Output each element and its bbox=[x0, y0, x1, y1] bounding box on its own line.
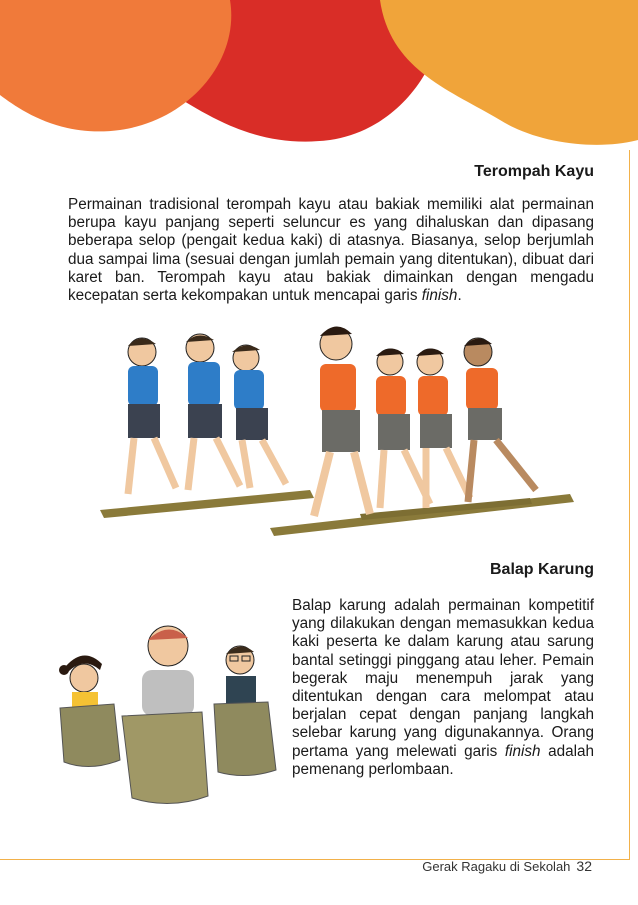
orange-player-3 bbox=[416, 348, 470, 508]
paragraph-terompah-italic: finish bbox=[421, 287, 458, 305]
paragraph-terompah-text: Permainan tradisional terompah kayu atau bakiak memiliki alat permainan berupa kayu panjang seperti seluncur es yang dihaluskan dan dipasang beberapa selop (pengait kedua kaki) di atasnya. Biasanya, selop berjumlah dua sampai lima (sesuai dengan jumlah pemain yang ditentukan), dibuat dari karet ban. Terompah kayu atau bakiak dimainkan dengan mengadu kecepatan serta kekompakan untuk mencapai garis bbox=[68, 196, 594, 305]
paragraph-balap-italic: finish bbox=[504, 742, 541, 760]
sack-child-girl bbox=[59, 655, 120, 766]
orange-player-1 bbox=[314, 326, 370, 516]
terompah-illustration bbox=[100, 318, 580, 550]
page-footer bbox=[422, 858, 592, 874]
paragraph-terompah bbox=[68, 196, 594, 305]
blue-player-1 bbox=[128, 338, 176, 494]
page-number: 32 bbox=[576, 858, 592, 874]
sack-child-boy-front bbox=[122, 626, 208, 804]
orange-team bbox=[314, 326, 536, 516]
paragraph-balap-end: adalah pemenang perlombaan. bbox=[292, 742, 595, 778]
footer-book-title: Gerak Ragaku di Sekolah bbox=[422, 859, 571, 874]
paragraph-balap bbox=[292, 597, 594, 779]
paragraph-terompah-punct: . bbox=[457, 287, 462, 305]
orange-blob bbox=[0, 0, 231, 131]
sack-child-boy-glasses bbox=[214, 646, 276, 776]
section-title-balap: Balap Karung bbox=[489, 561, 594, 578]
blue-player-2 bbox=[186, 334, 240, 490]
blue-player-3 bbox=[232, 345, 286, 488]
section-title-terompah: Terompah Kayu bbox=[474, 163, 594, 180]
blue-team bbox=[128, 334, 286, 494]
balap-karung-illustration bbox=[50, 620, 290, 820]
paragraph-balap-text: Balap karung adalah permainan kompetitif yang dilakukan dengan memasukkan kedua kaki peserta ke dalam karung atau sarung bantal setinggi pinggang atau leher. Pemain begerak maju menempuh jarak yang ditentukan dengan cara melompat atau berjalan cepat dengan panjang langkah selebar karung yang digunakannya. Orang pertama yang melewati garis bbox=[292, 597, 594, 760]
header-decoration bbox=[0, 0, 638, 160]
orange-player-4 bbox=[464, 338, 536, 502]
